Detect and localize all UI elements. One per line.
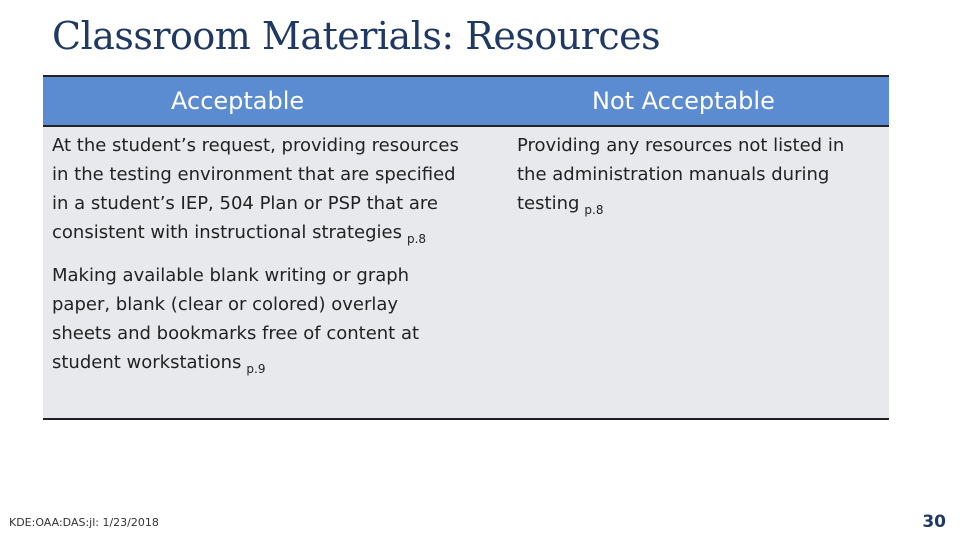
slide-title: Classroom Materials: Resources (52, 14, 661, 58)
acceptable-item (52, 131, 462, 254)
not-acceptable-cell (517, 131, 879, 232)
resources-table (43, 75, 889, 420)
page-reference: p.8 (406, 232, 427, 246)
acceptable-cell (52, 131, 462, 391)
slide-number: 30 (922, 512, 946, 532)
header-acceptable: Acceptable (171, 87, 305, 115)
not-acceptable-item (517, 131, 879, 225)
page-reference: p.8 (584, 203, 604, 217)
acceptable-item-text: Making available blank writing or graph paper, blank (clear or colored) overlay sheets and bookmarks free of content at student workstations (52, 265, 420, 373)
acceptable-item-text: At the student’s request, providing resources in the testing environment that are specified in a student’s IEP, 504 Plan or PSP that are consistent with instructional strategies (52, 135, 459, 243)
page-reference: p.9 (246, 362, 266, 376)
footer-text: KDE:OAA:DAS:jl: 1/23/2018 (9, 516, 159, 529)
table-header-row (43, 77, 889, 127)
acceptable-item (52, 261, 462, 384)
header-not-acceptable: Not Acceptable (592, 87, 775, 115)
not-acceptable-item-text: Providing any resources not listed in the administration manuals during testing (517, 135, 845, 214)
